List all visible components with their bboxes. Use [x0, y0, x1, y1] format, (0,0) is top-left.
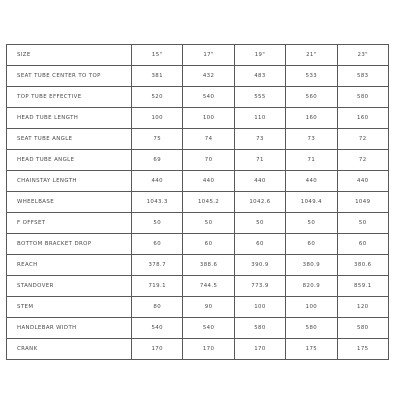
value-cell: 560: [286, 87, 337, 108]
value-cell: 69: [132, 150, 183, 171]
row-label-cell: CHAINSTAY LENGTH: [7, 171, 132, 192]
value-cell: 71: [234, 150, 285, 171]
value-cell: 73: [286, 129, 337, 150]
value-cell: 744.5: [183, 276, 234, 297]
value-cell: 440: [132, 171, 183, 192]
header-size-cell: 17": [183, 45, 234, 66]
value-cell: 378.7: [132, 255, 183, 276]
value-cell: 60: [337, 234, 388, 255]
table-row: [7, 297, 389, 318]
value-cell: 440: [286, 171, 337, 192]
table-row: [7, 66, 389, 87]
value-cell: 60: [234, 234, 285, 255]
value-cell: 50: [234, 213, 285, 234]
table-row: [7, 339, 389, 360]
value-cell: 160: [286, 108, 337, 129]
value-cell: 110: [234, 108, 285, 129]
value-cell: 75: [132, 129, 183, 150]
value-cell: 170: [234, 339, 285, 360]
value-cell: 1043.3: [132, 192, 183, 213]
value-cell: 50: [337, 213, 388, 234]
table-row: [7, 129, 389, 150]
value-cell: 540: [183, 87, 234, 108]
value-cell: 540: [183, 318, 234, 339]
header-label-cell: SIZE: [7, 45, 132, 66]
value-cell: 50: [183, 213, 234, 234]
row-label-cell: WHEELBASE: [7, 192, 132, 213]
value-cell: 440: [234, 171, 285, 192]
value-cell: 60: [132, 234, 183, 255]
value-cell: 483: [234, 66, 285, 87]
value-cell: 100: [183, 108, 234, 129]
header-size-cell: 15": [132, 45, 183, 66]
value-cell: 540: [132, 318, 183, 339]
value-cell: 719.1: [132, 276, 183, 297]
row-label-cell: STANDOVER: [7, 276, 132, 297]
table-row: [7, 192, 389, 213]
value-cell: 175: [337, 339, 388, 360]
value-cell: 160: [337, 108, 388, 129]
value-cell: 583: [337, 66, 388, 87]
value-cell: 70: [183, 150, 234, 171]
value-cell: 120: [337, 297, 388, 318]
row-label-cell: HEAD TUBE ANGLE: [7, 150, 132, 171]
value-cell: 381: [132, 66, 183, 87]
row-label-cell: CRANK: [7, 339, 132, 360]
value-cell: 100: [286, 297, 337, 318]
value-cell: 72: [337, 129, 388, 150]
value-cell: 440: [337, 171, 388, 192]
row-label-cell: BOTTOM BRACKET DROP: [7, 234, 132, 255]
table-row: [7, 150, 389, 171]
row-label-cell: REACH: [7, 255, 132, 276]
row-label-cell: STEM: [7, 297, 132, 318]
value-cell: 773.9: [234, 276, 285, 297]
geometry-table: [6, 44, 389, 360]
value-cell: 580: [337, 318, 388, 339]
value-cell: 432: [183, 66, 234, 87]
value-cell: 859.1: [337, 276, 388, 297]
value-cell: 90: [183, 297, 234, 318]
value-cell: 1042.6: [234, 192, 285, 213]
value-cell: 74: [183, 129, 234, 150]
value-cell: 388.6: [183, 255, 234, 276]
row-label-cell: HANDLEBAR WIDTH: [7, 318, 132, 339]
row-label-cell: SEAT TUBE CENTER TO TOP: [7, 66, 132, 87]
value-cell: 50: [132, 213, 183, 234]
value-cell: 555: [234, 87, 285, 108]
value-cell: 440: [183, 171, 234, 192]
value-cell: 60: [286, 234, 337, 255]
value-cell: 72: [337, 150, 388, 171]
value-cell: 820.9: [286, 276, 337, 297]
row-label-cell: SEAT TUBE ANGLE: [7, 129, 132, 150]
table-row: [7, 108, 389, 129]
header-size-cell: 23": [337, 45, 388, 66]
value-cell: 1049.4: [286, 192, 337, 213]
row-label-cell: F OFFSET: [7, 213, 132, 234]
table-row: [7, 87, 389, 108]
table-row: [7, 255, 389, 276]
value-cell: 60: [183, 234, 234, 255]
value-cell: 380.9: [286, 255, 337, 276]
value-cell: 73: [234, 129, 285, 150]
value-cell: 580: [234, 318, 285, 339]
value-cell: 170: [132, 339, 183, 360]
value-cell: 50: [286, 213, 337, 234]
value-cell: 390.9: [234, 255, 285, 276]
table-row: [7, 171, 389, 192]
table-row: [7, 276, 389, 297]
value-cell: 580: [286, 318, 337, 339]
value-cell: 533: [286, 66, 337, 87]
value-cell: 520: [132, 87, 183, 108]
geometry-table-body: [7, 45, 389, 360]
value-cell: 100: [234, 297, 285, 318]
value-cell: 380.6: [337, 255, 388, 276]
table-row: [7, 318, 389, 339]
value-cell: 170: [183, 339, 234, 360]
table-header-row: [7, 45, 389, 66]
row-label-cell: TOP TUBE EFFECTIVE: [7, 87, 132, 108]
value-cell: 71: [286, 150, 337, 171]
table-row: [7, 213, 389, 234]
table-row: [7, 234, 389, 255]
header-size-cell: 21": [286, 45, 337, 66]
value-cell: 80: [132, 297, 183, 318]
value-cell: 100: [132, 108, 183, 129]
value-cell: 1049: [337, 192, 388, 213]
header-size-cell: 19": [234, 45, 285, 66]
value-cell: 1045.2: [183, 192, 234, 213]
row-label-cell: HEAD TUBE LENGTH: [7, 108, 132, 129]
value-cell: 175: [286, 339, 337, 360]
value-cell: 580: [337, 87, 388, 108]
